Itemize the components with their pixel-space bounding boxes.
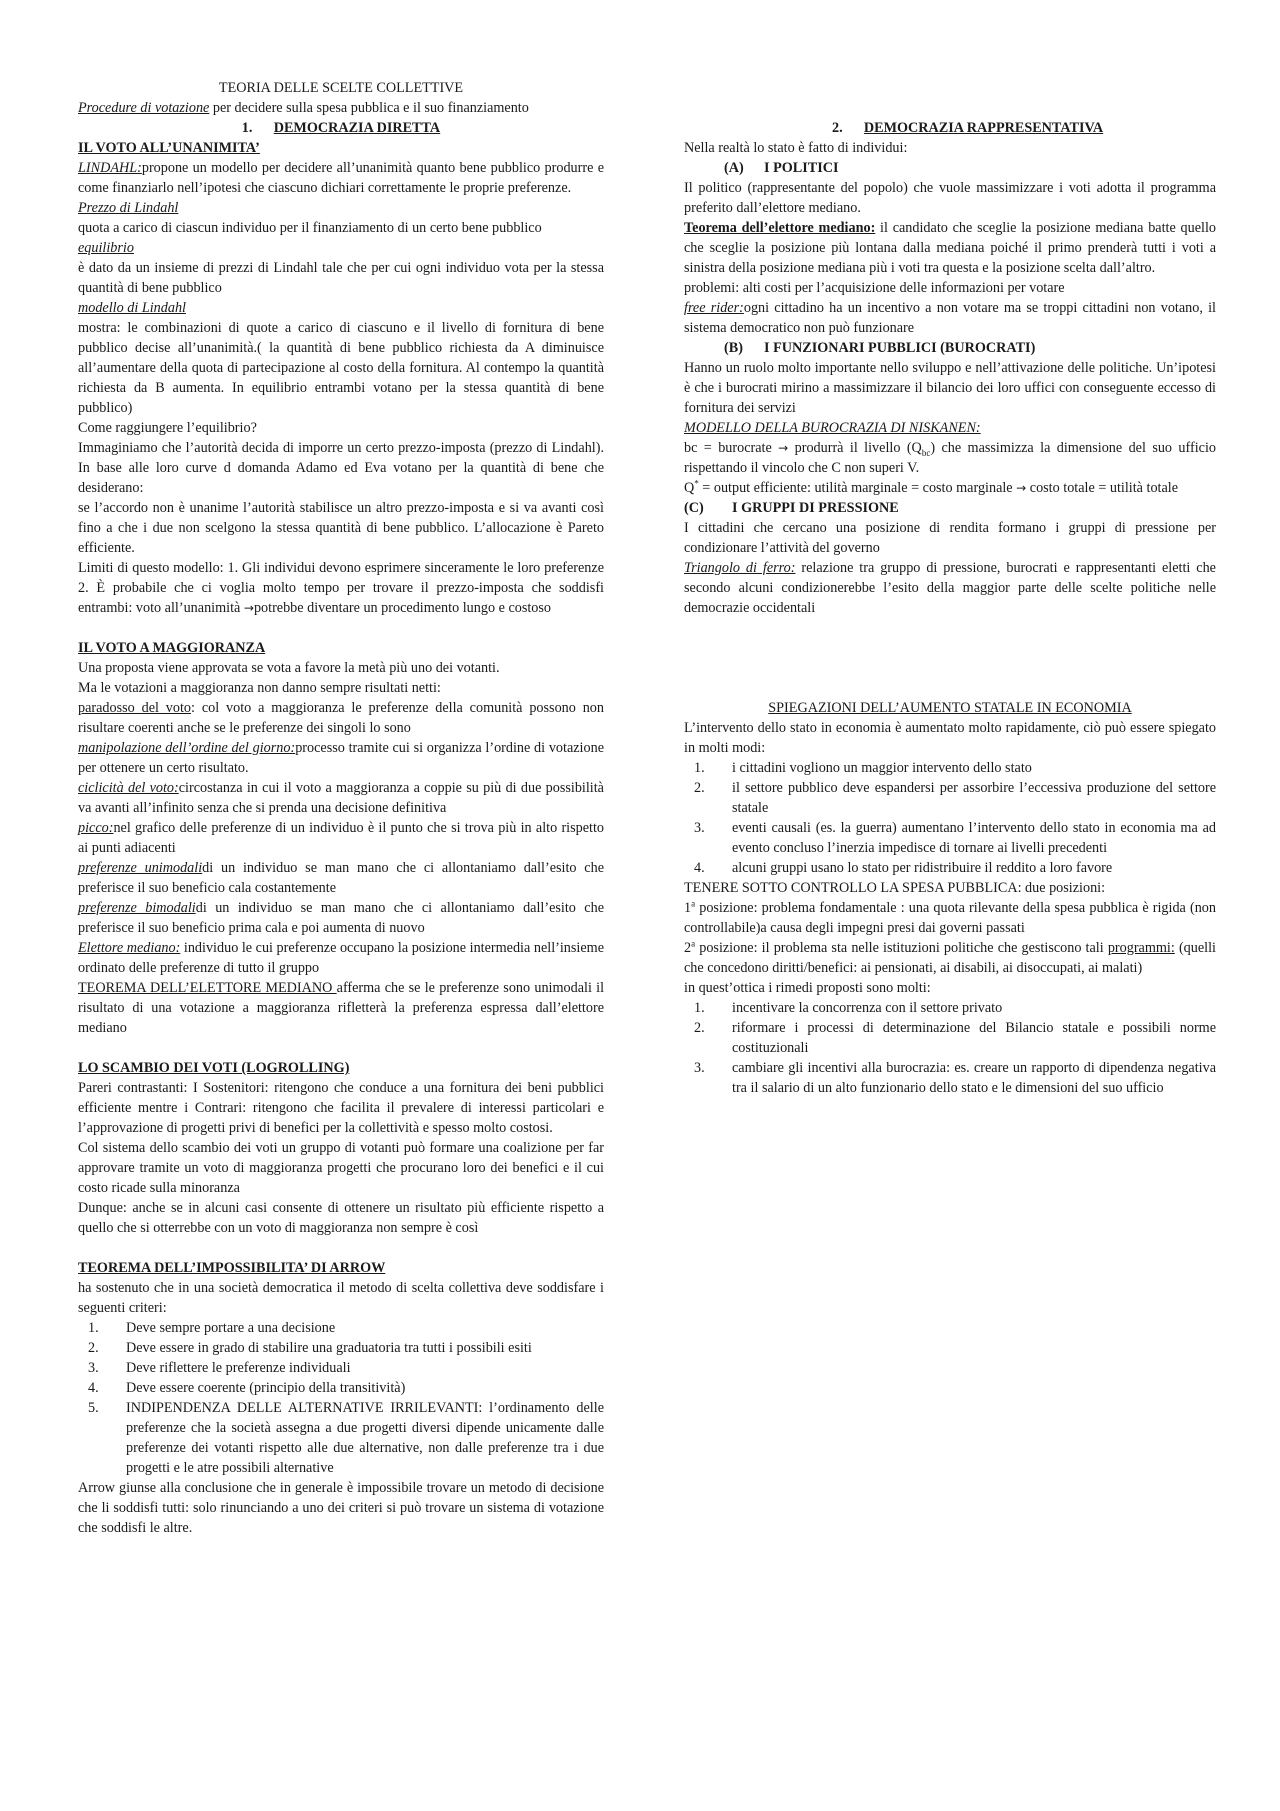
modello-lindahl-term: modello di Lindahl (78, 300, 186, 316)
lindahl-paragraph: LINDAHL:propone un modello per decidere all’unanimità quanto bene pubblico produrre e come finanziarlo nell’ipotesi che ciascuno dichiari correttamente le proprie preferenze. (78, 160, 604, 196)
maggioranza-item: manipolazione dell’ordine del giorno:processo tramite cui si organizza l’ordine di votazione per ottenere un certo risultato. (78, 740, 604, 776)
maggioranza-item: TEOREMA DELL’ELETTORE MEDIANO afferma che se le preferenze sono unimodali il risultato di una votazione a maggioranza rifletterà la preferenza espressa dall’elettore mediano (78, 980, 605, 1036)
posizione-2: 2$^a$ posizione: il problema sta nelle istituzioni politiche che gestiscono tali programmi: (quelli che concedono diritti/benefici: ai pensionati, ai disabili, ai disoccupati, ai malati) (684, 938, 1216, 976)
spiegazioni-heading: SPIEGAZIONI DELL’AUMENTO STATALE IN ECONOMIA (768, 700, 1132, 716)
free-rider: free rider:ogni cittadino ha un incentivo a non votare ma se troppi cittadini non votano, il sistema democratico non può funzionare (684, 300, 1216, 336)
list-item: 5. INDIPENDENZA DELLE ALTERNATIVE IRRILEVANTI: l’ordinamento delle preferenze che la società assegna a due progetti diversi dipende unicamente dalle preferenze dei votanti rispetto alle due alternative, non dalle preferenze tra i due progetti e le atre possibili alternative (88, 1400, 604, 1476)
maggioranza-item: ciclicità del voto:circostanza in cui il voto a maggioranza a coppie su più di due possibilità va avanti all’infinito senza che si prenda una decisione definitiva (78, 780, 604, 816)
triangolo-di-ferro: Triangolo di ferro: relazione tra gruppo di pressione, burocrati e rappresentanti eletti che secondo alcuni condizionerebbe l’esito della maggior parte delle scelte politiche nelle democrazie occidentali (684, 560, 1216, 616)
maggioranza-item: picco:nel grafico delle preferenze di un individuo è il punto che si trova più in alto rispetto ai punti adiacenti (78, 820, 604, 856)
rimedi-list (684, 998, 1216, 1098)
list-item: 3. Deve riflettere le preferenze individuali (88, 1360, 351, 1376)
arrow-theorem-conclusion: Arrow giunse alla conclusione che in generale è impossibile trovare un metodo di decisione che li soddisfi tutti: solo rinunciando a uno dei criteri si può trovare un sistema di votazione che soddisfi le altre. (78, 1480, 604, 1536)
maggioranza-p2: Ma le votazioni a maggioranza non danno sempre risultati netti: (78, 680, 441, 696)
arrow-theorem-heading: TEOREMA DELL’IMPOSSIBILITA’ DI ARROW (78, 1260, 386, 1276)
subtitle: Procedure di votazione per decidere sulla spesa pubblica e il suo finanziamento (78, 100, 529, 116)
equilibrio-term: equilibrio (78, 240, 134, 256)
unanimita-limits: Limiti di questo modello: 1. Gli individui devono esprimere sinceramente le loro preferenze 2. È probabile che ci voglia molto tempo per trovare il prezzo-imposta che soddisfi entrambi: voto all’unanimità →potrebbe diventare un procedimento lungo e costoso (78, 560, 604, 616)
list-item: 1. incentivare la concorrenza con il settore privato (694, 1000, 1003, 1016)
logrolling-heading: LO SCAMBIO DEI VOTI (LOGROLLING) (78, 1060, 350, 1076)
list-item: 3. cambiare gli incentivi alla burocrazia: es. creare un rapporto di dipendenza negativa tra il salario di un alto funzionario dello stato e le dimensioni del suo ufficio (694, 1060, 1216, 1096)
list-item: 1. i cittadini vogliono un maggior intervento dello stato (694, 760, 1032, 776)
politici-problemi: problemi: alti costi per l’acquisizione delle informazioni per votare (684, 280, 1065, 296)
logrolling-p1: Pareri contrastanti: I Sostenitori: ritengono che conduce a una fornitura dei beni pubblici efficiente mentre i Contrari: ritengono che facilita il prevalere di interessi particolari e l’approvazione di progetti privi di benefici per la collettività e spesso molto costosi. (78, 1080, 604, 1136)
niskanen-q-star: Q* = output efficiente: utilità marginale = costo marginale → costo totale = utilità totale (684, 478, 1179, 496)
maggioranza-item: paradosso del voto: col voto a maggioranza le preferenze della comunità possono non risultare coerenti anche se le preferenze dei singoli lo sono (78, 700, 604, 736)
spesa-control: TENERE SOTTO CONTROLLO LA SPESA PUBBLICA: due posizioni: (684, 880, 1106, 896)
left-column (78, 78, 604, 1538)
burocrati-heading: (B) I FUNZIONARI PUBBLICI (BUROCRATI) (724, 340, 1036, 356)
maggioranza-p1: Una proposta viene approvata se vota a favore la metà più uno dei votanti. (78, 660, 500, 676)
list-item: 3. eventi causali (es. la guerra) aumentano l’intervento dello stato in economia ma ad evento concluso l’inerzia impedisce di tornare ai livelli precedenti (694, 820, 1216, 856)
arrow-theorem-intro: ha sostenuto che in una società democratica il metodo di scelta collettiva deve soddisfare i seguenti criteri: (78, 1280, 604, 1316)
arrow-right-icon: → (778, 441, 789, 455)
spiegazioni-reasons-list (684, 758, 1216, 878)
maggioranza-item: preferenze unimodalidi un individuo se man mano che ci allontaniamo dall’esito che preferisce il suo beneficio cala costantemente (78, 860, 604, 896)
section-2-heading: 2. DEMOCRAZIA RAPPRESENTATIVA (832, 120, 1104, 136)
spiegazioni-intro: L’intervento dello stato in economia è aumentato molto rapidamente, ciò può essere spiegato in molti modi: (684, 720, 1216, 756)
list-item: 4. Deve essere coerente (principio della transitività) (88, 1380, 406, 1396)
logrolling-p3: Dunque: anche se in alcuni casi consente di ottenere un risultato più efficiente rispetto a quello che si otterrebbe con un voto di maggioranza non sempre è così (78, 1200, 604, 1236)
arrow-criteria-list (78, 1318, 604, 1478)
niskanen-bc: bc = burocrate → produrrà il livello $(Q_{bc})$ che massimizza la dimensione del suo ufficio rispettando il vincolo che C non superi V. (684, 440, 1216, 476)
burocrati-p1: Hanno un ruolo molto importante nello sviluppo e nell’attivazione delle politiche. Un’ipotesi è che i burocrati mirino a massimizzare il bilancio dei loro uffici con conseguente eccesso di fornitura dei servizi (684, 360, 1216, 416)
politici-p1: Il politico (rappresentante del popolo) che vuole massimizzare i voti adotta il programma preferito dall’elettore mediano. (684, 180, 1216, 216)
arrow-right-icon: → (1016, 481, 1027, 495)
politici-heading: (A) I POLITICI (724, 160, 839, 176)
section-1-heading: 1. DEMOCRAZIA DIRETTA (241, 120, 441, 136)
unanimita-p2: se l’accordo non è unanime l’autorità stabilisce un altro prezzo-imposta e si va avanti così fino a che i due non scelgono la stessa quantità di bene pubblico. L’allocazione è Pareto efficiente. (78, 500, 604, 556)
list-item: 1. Deve sempre portare a una decisione (88, 1320, 336, 1336)
arrow-right-icon: → (243, 601, 254, 615)
unanimita-p1: Immaginiamo che l’autorità decida di imporre un certo prezzo-imposta (prezzo di Lindahl). In base alle loro curve d domanda Adamo ed Eva votano per la quantità di bene che desiderano: (78, 440, 604, 496)
equilibrio-question: Come raggiungere l’equilibrio? (78, 420, 257, 436)
list-item: 4. alcuni gruppi usano lo stato per ridistribuire il reddito a loro favore (694, 860, 1113, 876)
unanimita-heading: IL VOTO ALL’UNANIMITA’ (78, 140, 260, 156)
equilibrio-text: è dato da un insieme di prezzi di Lindahl tale che per cui ogni individuo vota per la stessa quantità di bene pubblico (78, 260, 604, 296)
prezzo-lindahl-term: Prezzo di Lindahl (78, 200, 179, 216)
posizione-1: 1$^a$ posizione: problema fondamentale : una quota rilevante della spesa pubblica è rigida (non controllabile)a causa degli impegni presi dai governi passati (684, 898, 1216, 936)
section-2-intro: Nella realtà lo stato è fatto di individui: (684, 140, 908, 156)
prezzo-lindahl-text: quota a carico di ciascun individuo per il finanziamento di un certo bene pubblico (78, 220, 542, 236)
page-title: TEORIA DELLE SCELTE COLLETTIVE (218, 80, 464, 96)
logrolling-p2: Col sistema dello scambio dei voti un gruppo di votanti può formare una coalizione per far approvare tramite un voto di maggioranza progetti che procurano loro dei benefici e il cui costo ricade sulla minoranza (78, 1140, 604, 1196)
list-item: 2. il settore pubblico deve espandersi per assorbire l’eccessiva produzione del settore statale (694, 780, 1216, 816)
teorema-elettore-mediano: Teorema dell’elettore mediano: il candidato che sceglie la posizione mediana batte quello che sceglie la posizione più lontana dalla mediana poiché il primo prenderà tutti i voti a sinistra della posizione mediana più i voti tra questa e la posizione scelta dall’altro. (684, 220, 1216, 276)
maggioranza-item: preferenze bimodalidi un individuo se man mano che ci allontaniamo dall’esito che preferisce il suo beneficio prima cala e poi aumenta di nuovo (78, 900, 604, 936)
maggioranza-item: Elettore mediano: individuo le cui preferenze occupano la posizione intermedia nell’insieme ordinato delle preferenze di tutto il gruppo (78, 940, 604, 976)
gruppi-p1: I cittadini che cercano una posizione di rendita formano i gruppi di pressione per condizionare l’attività del governo (684, 520, 1216, 556)
maggioranza-heading: IL VOTO A MAGGIORANZA (78, 640, 266, 656)
gruppi-heading: (C) I GRUPPI DI PRESSIONE (684, 500, 899, 516)
list-item: 2. Deve essere in grado di stabilire una graduatoria tra tutti i possibili esiti (88, 1340, 532, 1356)
right-column (684, 118, 1216, 1098)
niskanen-model-title: MODELLO DELLA BUROCRAZIA DI NISKANEN: (684, 420, 981, 436)
list-item: 2. riformare i processi di determinazione del Bilancio statale e possibili norme costituzionali (694, 1020, 1216, 1056)
modello-lindahl-text: mostra: le combinazioni di quote a carico di ciascuno e il livello di fornitura di bene pubblico decise all’unanimità.( la quantità di bene pubblico richiesta da A diminuisce all’aumentare della quota di partecipazione al costo della fornitura. Al contempo la quantità richiesta da B aumenta. In equilibrio entrambi votano per la stessa quantità di bene pubblico) (78, 320, 604, 416)
rimedi-intro: in quest’ottica i rimedi proposti sono molti: (684, 980, 931, 996)
